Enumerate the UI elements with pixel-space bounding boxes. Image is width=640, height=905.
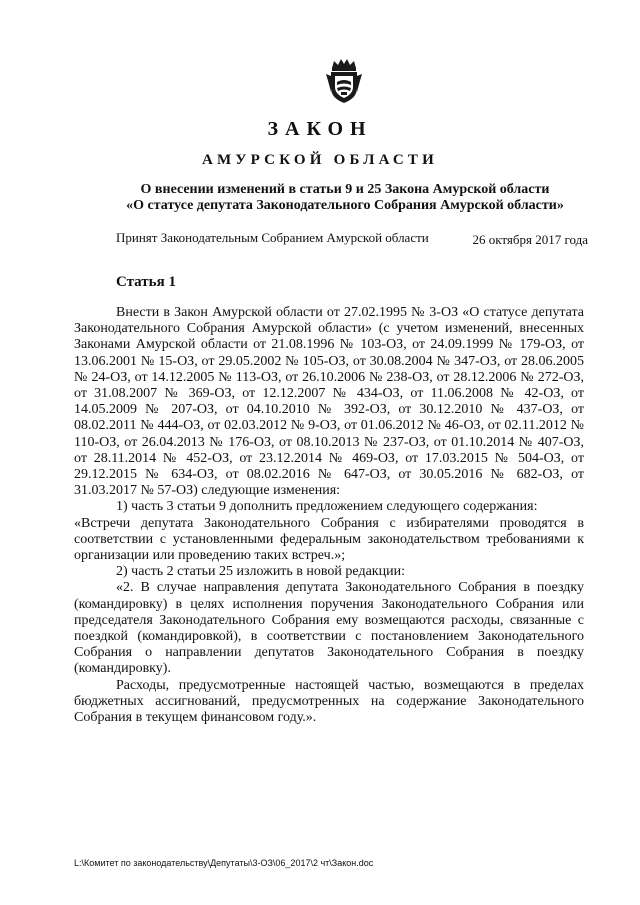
paragraph: «Встречи депутата Законодательного Собрания с избирателями проводятся в соответствии с установленными федеральным законодательством требованиями к организации или проведению таких встреч.»; <box>74 515 584 564</box>
region-title: АМУРСКОЙ ОБЛАСТИ <box>202 152 438 168</box>
law-subject <box>100 182 590 214</box>
adoption-text: Принят Законодательным Собранием Амурской области <box>116 230 429 245</box>
adoption-date: 26 октября 2017 года <box>472 232 588 247</box>
file-path: L:\Комитет по законодательству\Депутаты\3-ОЗ\06_2017\2 чт\Закон.doc <box>74 858 374 868</box>
subject-line-2: «О статусе депутата Законодательного Собрания Амурской области» <box>126 198 564 213</box>
amur-region-coat-of-arms-icon <box>324 58 364 104</box>
paragraph: 1) часть 3 статьи 9 дополнить предложением следующего содержания: <box>116 499 538 515</box>
article-body <box>74 305 584 726</box>
subject-line-1: О внесении изменений в статьи 9 и 25 Закона Амурской области <box>140 182 550 197</box>
paragraph: «2. В случае направления депутата Законодательного Собрания в поездку (командировку) в целях исполнения поручения Законодательного Собрания или председателя Законодательного Собрания ему возмещаются расходы, связанные с поездкой (командировкой), в соответствии с постановлением Законодательного Собрания о направлении депутатов Законодательного Собрания в поездку (командировку). <box>74 580 584 677</box>
paragraph: 2) часть 2 статьи 25 изложить в новой редакции: <box>116 564 405 580</box>
paragraph: Внести в Закон Амурской области от 27.02.1995 № 3-ОЗ «О статусе депутата Законодательного Собрания Амурской области» (с учетом изменений, внесенных Законами Амурской области от 21.08.1996 № 103-ОЗ, от 24.09.1999 № 179-ОЗ, от 13.06.2001 № 15-ОЗ, от 29.05.2002 № 105-ОЗ, от 30.08.2004 № 347-ОЗ, от 28.06.2005 № 24-ОЗ, от 14.12.2005 № 113-ОЗ, от 26.10.2006 № 238-ОЗ, от 28.12.2006 № 272-ОЗ, от 31.08.2007 № 369-ОЗ, от 12.12.2007 № 434-ОЗ, от 11.06.2008 № 42-ОЗ, от 14.05.2009 № 207-ОЗ, от 04.10.2010 № 392-ОЗ, от 30.12.2010 № 437-ОЗ, от 08.02.2011 № 444-ОЗ, от 02.03.2012 № 9-ОЗ, от 01.06.2012 № 46-ОЗ, от 02.11.2012 № 110-ОЗ, от 26.04.2013 № 176-ОЗ, от 08.10.2013 № 237-ОЗ, от 01.10.2014 № 407-ОЗ, от 28.11.2014 № 452-ОЗ, от 23.12.2014 № 469-ОЗ, от 17.03.2015 № 504-ОЗ, от 29.12.2015 № 634-ОЗ, от 08.02.2016 № 647-ОЗ, от 30.05.2016 № 682-ОЗ, от 31.03.2017 № 57-ОЗ) следующие изменения: <box>74 305 584 499</box>
article-heading: Статья 1 <box>116 274 176 290</box>
paragraph: Расходы, предусмотренные настоящей частью, возмещаются в пределах бюджетных ассигнований, предусмотренных на содержание Законодательного Собрания в текущем финансовом году.». <box>74 677 584 726</box>
law-title: ЗАКОН <box>267 118 373 140</box>
